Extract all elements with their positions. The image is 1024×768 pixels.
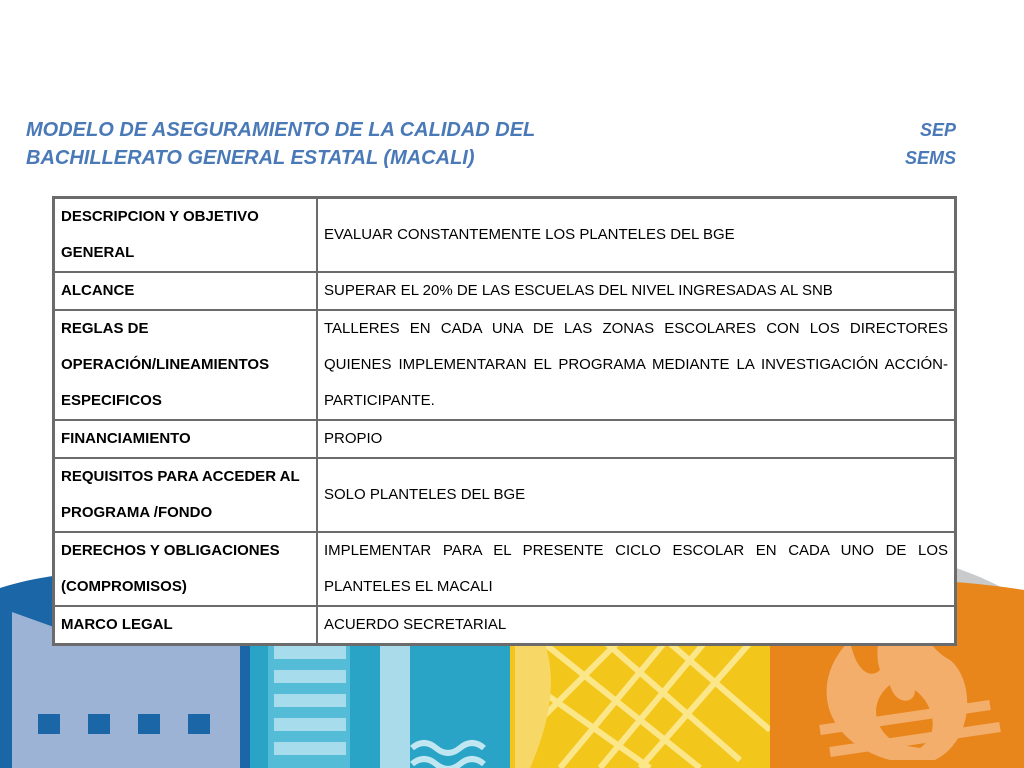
- table-row: [54, 198, 955, 272]
- org-line-2: SEMS: [904, 148, 956, 168]
- row-label: DERECHOS Y OBLIGACIONES (COMPROMISOS): [54, 532, 317, 606]
- row-value: SOLO PLANTELES DEL BGE: [317, 458, 955, 532]
- table-row: [54, 606, 955, 644]
- row-label: MARCO LEGAL: [54, 606, 317, 644]
- row-label: REQUISITOS PARA ACCEDER AL PROGRAMA /FONDO: [54, 458, 317, 532]
- row-value: TALLERES EN CADA UNA DE LAS ZONAS ESCOLARES CON LOS DIRECTORES QUIENES IMPLEMENTARAN EL PROGRAMA MEDIANTE LA INVESTIGACIÓN ACCIÓN-PARTICIPANTE.: [317, 310, 955, 420]
- row-value: EVALUAR CONSTANTEMENTE LOS PLANTELES DEL BGE: [317, 198, 955, 272]
- program-table: [52, 196, 957, 646]
- program-table-wrapper: [52, 196, 957, 646]
- title-line-2: BACHILLERATO GENERAL ESTATAL (MACALI): [26, 147, 475, 169]
- row-value: SUPERAR EL 20% DE LAS ESCUELAS DEL NIVEL INGRESADAS AL SNB: [317, 272, 955, 310]
- table-row: [54, 420, 955, 458]
- row-value: IMPLEMENTAR PARA EL PRESENTE CICLO ESCOLAR EN CADA UNO DE LOS PLANTELES EL MACALI: [317, 532, 955, 606]
- row-label: ALCANCE: [54, 272, 317, 310]
- page-title: [26, 116, 666, 172]
- row-value: ACUERDO SECRETARIAL: [317, 606, 955, 644]
- table-row: [54, 458, 955, 532]
- table-row: [54, 272, 955, 310]
- row-value: PROPIO: [317, 420, 955, 458]
- row-label: REGLAS DE OPERACIÓN/LINEAMIENTOS ESPECIFICOS: [54, 310, 317, 420]
- org-line-1: SEP: [919, 120, 956, 140]
- row-label: DESCRIPCION Y OBJETIVO GENERAL: [54, 198, 317, 272]
- table-row: [54, 310, 955, 420]
- organization-label: [905, 116, 956, 172]
- title-line-1: MODELO DE ASEGURAMIENTO DE LA CALIDAD DEL: [26, 119, 536, 141]
- row-label: FINANCIAMIENTO: [54, 420, 317, 458]
- table-row: [54, 532, 955, 606]
